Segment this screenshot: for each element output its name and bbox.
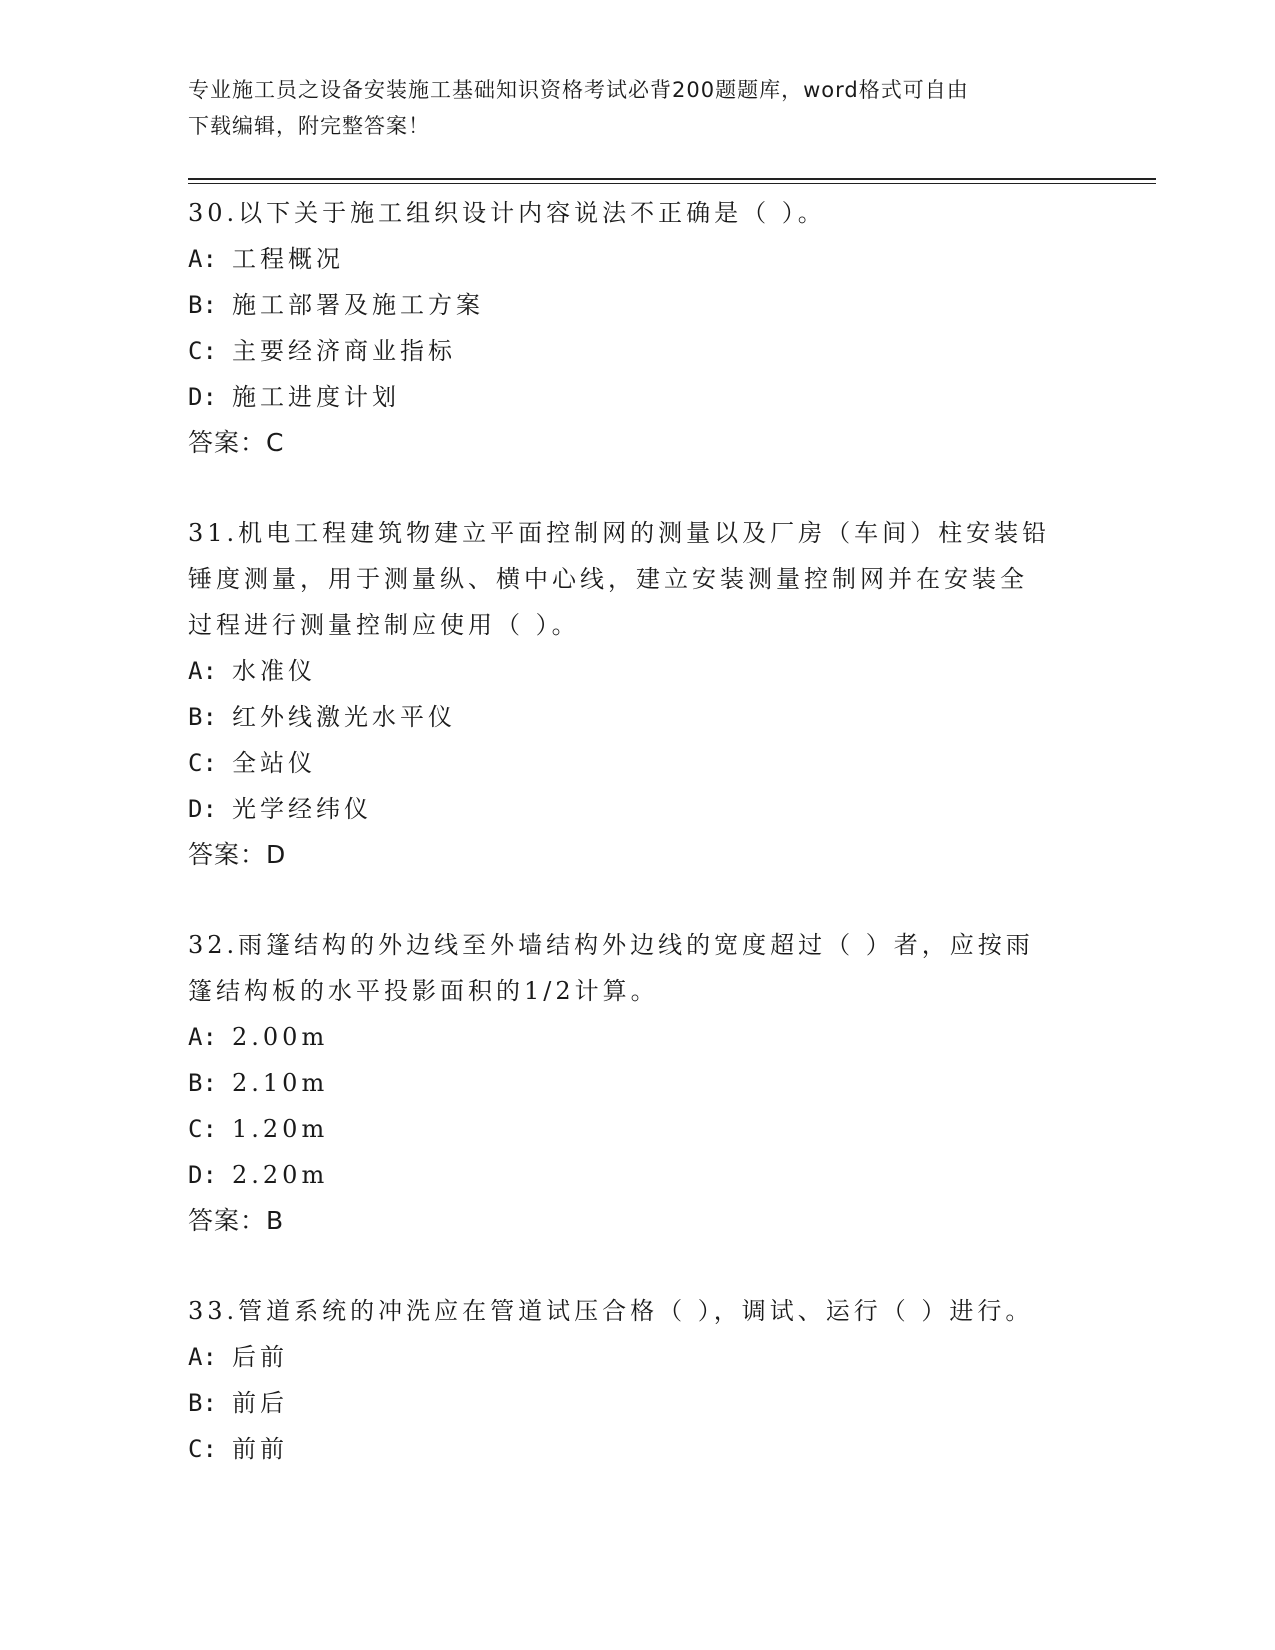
option-c bbox=[188, 740, 1088, 786]
option-b bbox=[188, 282, 1088, 328]
question-list bbox=[188, 190, 1088, 1516]
option-key: A: bbox=[188, 1343, 217, 1371]
option-key: C: bbox=[188, 1435, 217, 1463]
option-text: 红外线激光水平仪 bbox=[232, 703, 456, 731]
option-d bbox=[188, 374, 1088, 420]
option-key: B: bbox=[188, 703, 217, 731]
question-text: 过程进行测量控制应使用（ ）。 bbox=[188, 611, 580, 639]
question-text: 33.管道系统的冲洗应在管道试压合格（ ），调试、运行（ ）进行。 bbox=[188, 1297, 1034, 1325]
option-key: D: bbox=[188, 383, 217, 411]
option-a bbox=[188, 1334, 1088, 1380]
question-text: 31.机电工程建筑物建立平面控制网的测量以及厂房（车间）柱安装铅 bbox=[188, 519, 1051, 547]
option-b bbox=[188, 1380, 1088, 1426]
question-text: 篷结构板的水平投影面积的1/2计算。 bbox=[188, 977, 659, 1005]
option-d bbox=[188, 786, 1088, 832]
option-key: C: bbox=[188, 337, 217, 365]
question-33 bbox=[188, 1288, 1088, 1472]
option-key: D: bbox=[188, 795, 217, 823]
option-text: 2.20m bbox=[232, 1161, 329, 1189]
option-text: 2.00m bbox=[232, 1023, 329, 1051]
option-a bbox=[188, 648, 1088, 694]
answer-line: 答案：B bbox=[188, 1206, 285, 1235]
header-line-2: 下载编辑，附完整答案！ bbox=[188, 114, 430, 138]
question-30 bbox=[188, 190, 1088, 466]
option-key: A: bbox=[188, 1023, 217, 1051]
option-text: 前前 bbox=[232, 1435, 288, 1463]
option-text: 水准仪 bbox=[232, 657, 316, 685]
option-b bbox=[188, 1060, 1088, 1106]
option-key: D: bbox=[188, 1161, 217, 1189]
option-c bbox=[188, 1106, 1088, 1152]
option-key: A: bbox=[188, 657, 217, 685]
header-line-1: 专业施工员之设备安装施工基础知识资格考试必背200题题库，word格式可自由 bbox=[188, 78, 969, 102]
option-text: 工程概况 bbox=[232, 245, 344, 273]
option-key: A: bbox=[188, 245, 217, 273]
option-a bbox=[188, 236, 1088, 282]
answer-line: 答案：C bbox=[188, 428, 285, 457]
option-key: C: bbox=[188, 749, 217, 777]
option-text: 主要经济商业指标 bbox=[232, 337, 456, 365]
option-c bbox=[188, 1426, 1088, 1472]
question-text: 32.雨篷结构的外边线至外墙结构外边线的宽度超过（ ）者，应按雨 bbox=[188, 931, 1034, 959]
option-text: 前后 bbox=[232, 1389, 288, 1417]
option-d bbox=[188, 1152, 1088, 1198]
header-divider bbox=[188, 178, 1156, 184]
answer-line: 答案：D bbox=[188, 840, 287, 869]
option-text: 后前 bbox=[232, 1343, 288, 1371]
question-32 bbox=[188, 922, 1088, 1244]
option-b bbox=[188, 694, 1088, 740]
option-text: 施工进度计划 bbox=[232, 383, 400, 411]
question-31 bbox=[188, 510, 1088, 878]
option-key: B: bbox=[188, 1069, 217, 1097]
option-key: B: bbox=[188, 291, 217, 319]
question-text: 30.以下关于施工组织设计内容说法不正确是（ ）。 bbox=[188, 199, 826, 227]
option-key: C: bbox=[188, 1115, 217, 1143]
option-text: 全站仪 bbox=[232, 749, 316, 777]
option-text: 2.10m bbox=[232, 1069, 329, 1097]
option-key: B: bbox=[188, 1389, 217, 1417]
document-header bbox=[188, 72, 1068, 144]
option-text: 光学经纬仪 bbox=[232, 795, 372, 823]
option-c bbox=[188, 328, 1088, 374]
option-text: 1.20m bbox=[232, 1115, 329, 1143]
option-a bbox=[188, 1014, 1088, 1060]
option-text: 施工部署及施工方案 bbox=[232, 291, 484, 319]
question-text: 锤度测量，用于测量纵、横中心线，建立安装测量控制网并在安装全 bbox=[188, 565, 1028, 593]
